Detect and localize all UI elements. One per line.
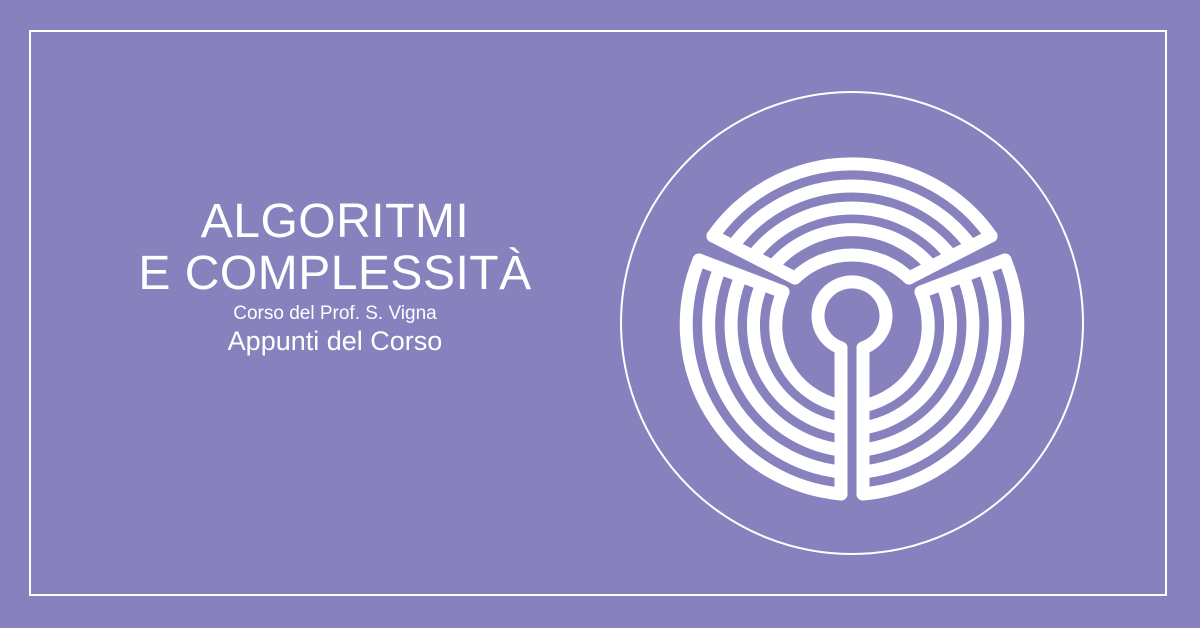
labyrinth-icon (619, 90, 1085, 556)
course-professor: Corso del Prof. S. Vigna (233, 303, 437, 324)
title-line-2: E COMPLESSITÀ (138, 247, 532, 300)
title-line-1: ALGORITMI (200, 195, 470, 248)
course-notes-label: Appunti del Corso (227, 326, 443, 356)
title-block (60, 196, 610, 357)
